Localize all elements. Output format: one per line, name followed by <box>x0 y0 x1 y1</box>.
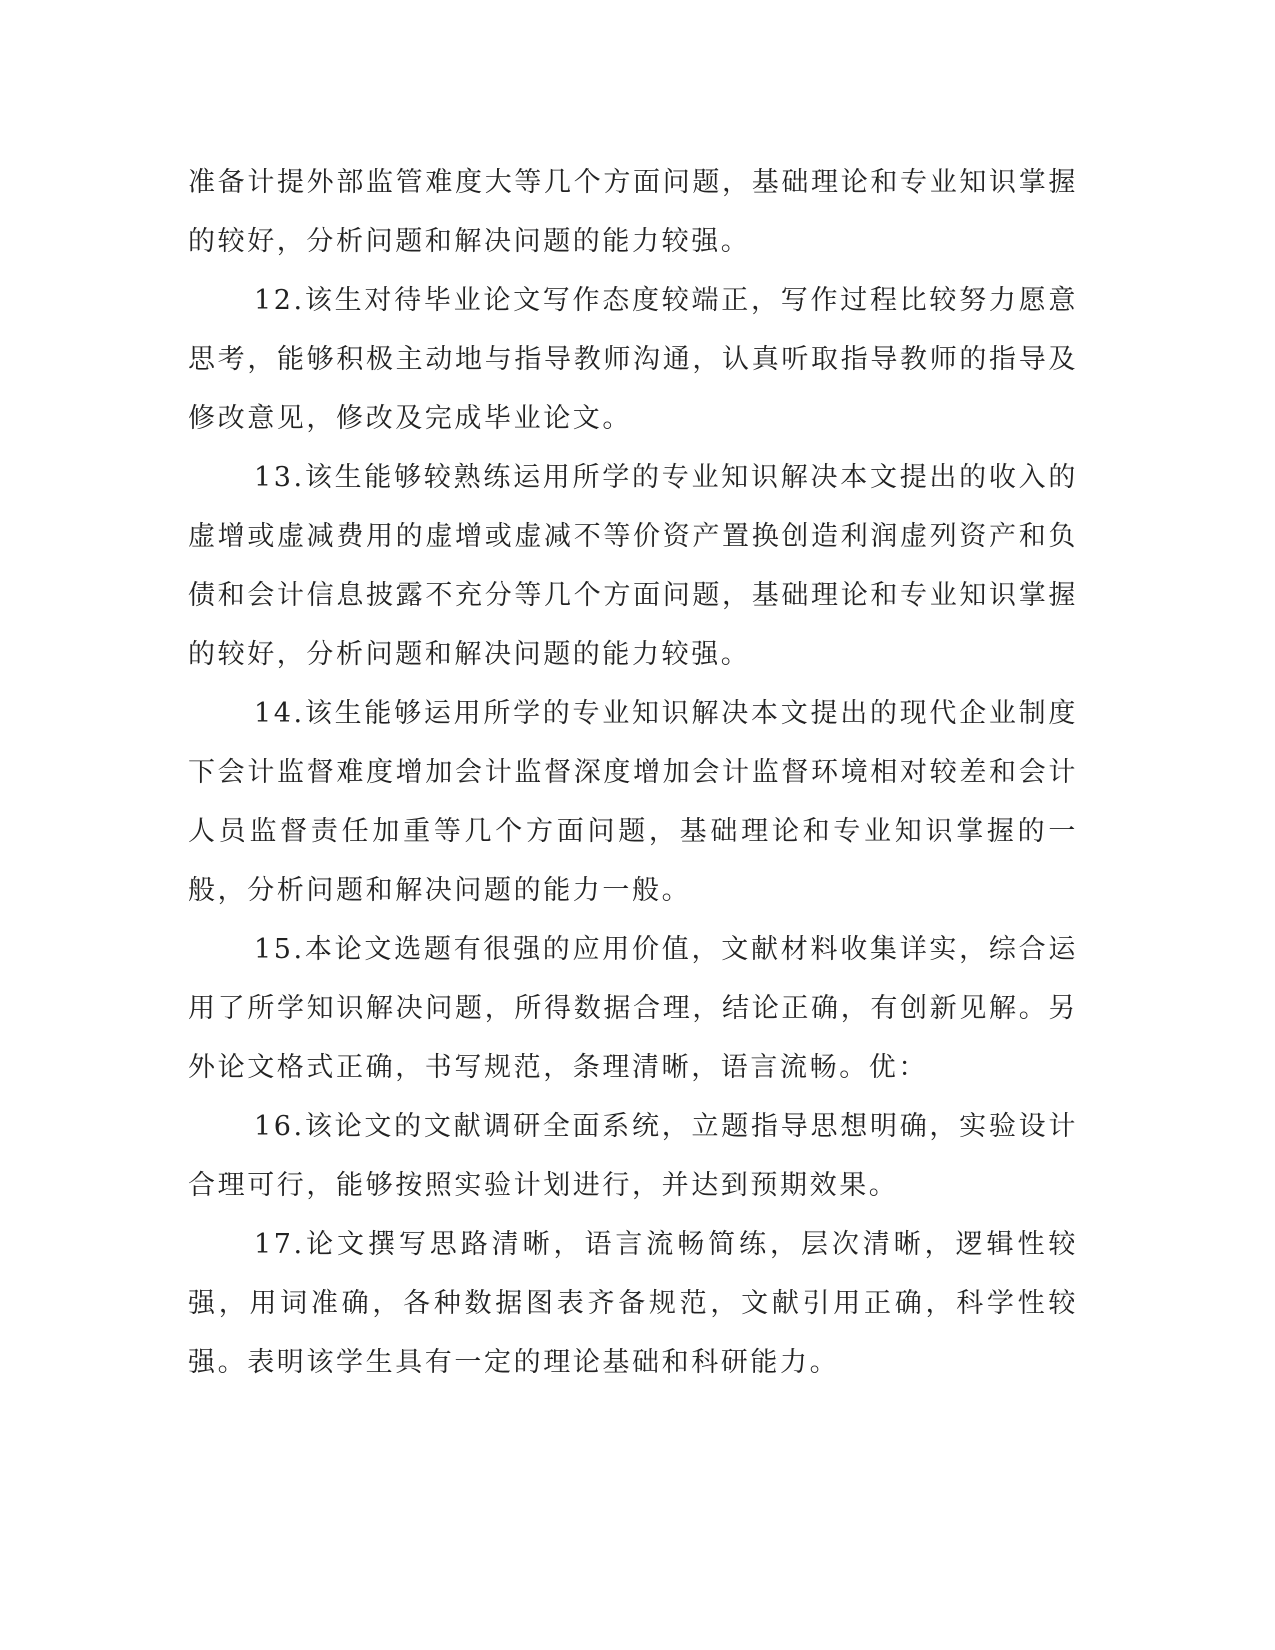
paragraph-item-13: 13.该生能够较熟练运用所学的专业知识解决本文提出的收入的虚增或虚减费用的虚增或虚减不等价资产置换创造利润虚列资产和负债和会计信息披露不充分等几个方面问题，基础理论和专业知识掌握的较好，分析问题和解决问题的能力较强。 <box>188 462 1078 670</box>
paragraph-item-15: 15.本论文选题有很强的应用价值，文献材料收集详实，综合运用了所学知识解决问题，所得数据合理，结论正确，有创新见解。另外论文格式正确，书写规范，条理清晰，语言流畅。优： <box>188 934 1078 1083</box>
paragraph-item-16: 16.该论文的文献调研全面系统，立题指导思想明确，实验设计合理可行，能够按照实验计划进行，并达到预期效果。 <box>188 1111 1078 1201</box>
paragraph-item-12: 12.该生对待毕业论文写作态度较端正，写作过程比较努力愿意思考，能够积极主动地与指导教师沟通，认真听取指导教师的指导及修改意见，修改及完成毕业论文。 <box>188 285 1078 434</box>
document-body <box>188 153 1078 1392</box>
paragraph-item-14: 14.该生能够运用所学的专业知识解决本文提出的现代企业制度下会计监督难度增加会计监督深度增加会计监督环境相对较差和会计人员监督责任加重等几个方面问题，基础理论和专业知识掌握的一般，分析问题和解决问题的能力一般。 <box>188 698 1078 906</box>
paragraph-continuation: 准备计提外部监管难度大等几个方面问题，基础理论和专业知识掌握的较好，分析问题和解决问题的能力较强。 <box>188 167 1078 257</box>
paragraph-item-17: 17.论文撰写思路清晰，语言流畅简练，层次清晰，逻辑性较强，用词准确，各种数据图表齐备规范，文献引用正确，科学性较强。表明该学生具有一定的理论基础和科研能力。 <box>188 1229 1078 1378</box>
